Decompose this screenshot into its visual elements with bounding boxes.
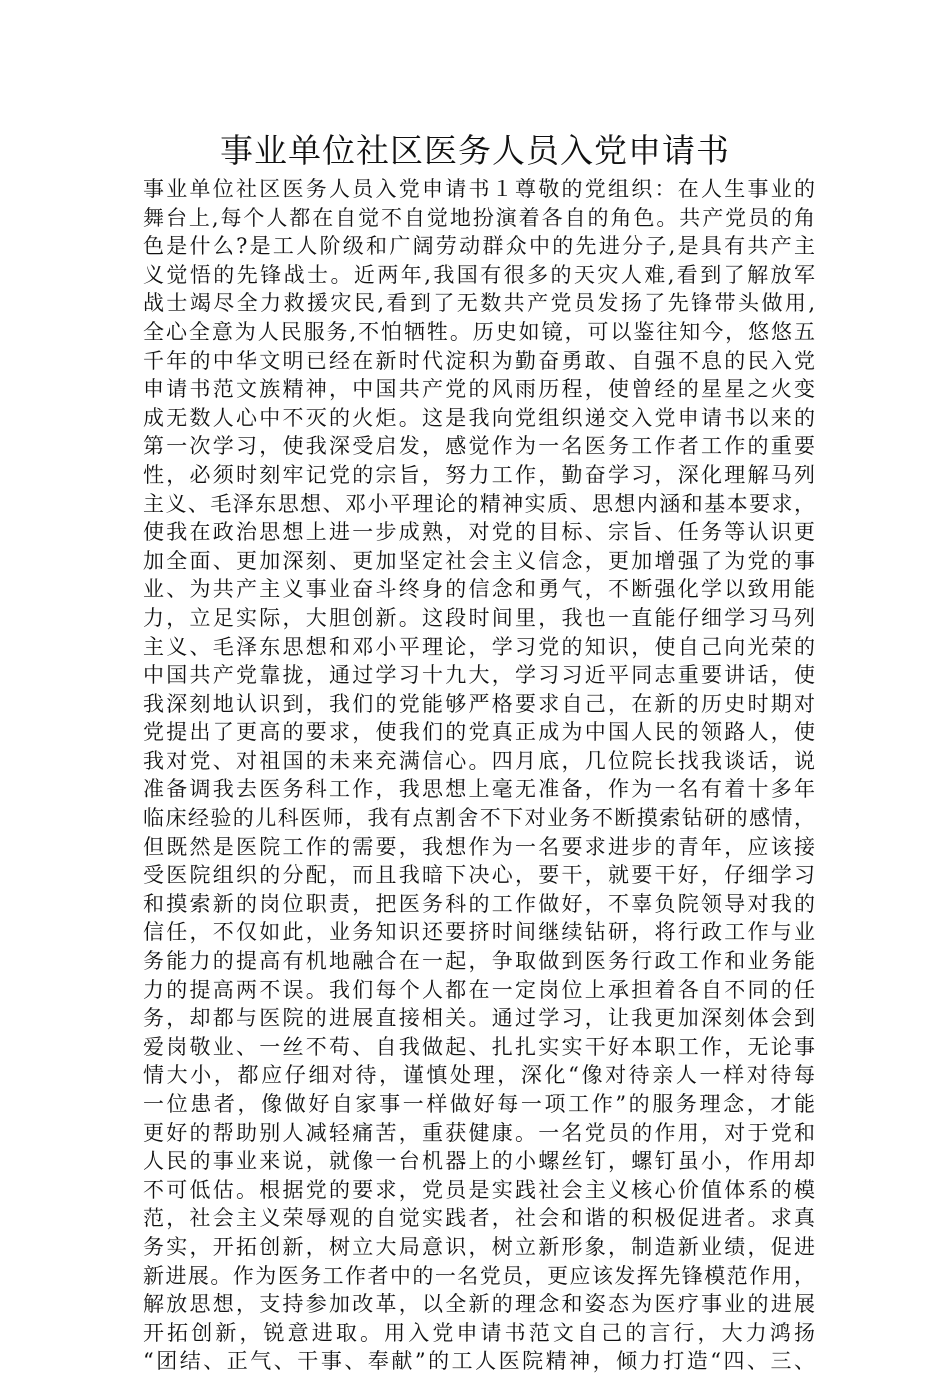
body-text-line: 义觉悟的先锋战士。近两年,我国有很多的天灾人难,看到了解放军 [143, 262, 815, 287]
body-text-line: 但既然是医院工作的需要，我想作为一名要求进步的青年，应该接 [143, 834, 815, 859]
body-text-line: 千年的中华文明已经在新时代淀积为勤奋勇敢、自强不息的民入党 [143, 348, 815, 373]
body-text-line: 主义、毛泽东思想和邓小平理论，学习党的知识，使自己向光荣的 [143, 634, 815, 659]
body-text-line: 加全面、更加深刻、更加坚定社会主义信念，更加增强了为党的事 [143, 548, 815, 573]
body-text-line: 人民的事业来说，就像一台机器上的小螺丝钉，螺钉虽小，作用却 [143, 1149, 815, 1174]
body-text-line: 性，必须时刻牢记党的宗旨，努力工作，勤奋学习，深化理解马列 [143, 462, 815, 487]
body-text-line: 舞台上,每个人都在自觉不自觉地扮演着各自的角色。共产党员的角 [143, 205, 815, 230]
body-text-line: 党提出了更高的要求，使我们的党真正成为中国人民的领路人，使 [143, 720, 815, 745]
body-text-line: 务能力的提高有机地融合在一起，争取做到医务行政工作和业务能 [143, 949, 815, 974]
body-text-line: 我深刻地认识到，我们的党能够严格要求自己，在新的历史时期对 [143, 691, 815, 716]
body-text-line: 色是什么?是工人阶级和广阔劳动群众中的先进分子,是具有共产主 [143, 234, 815, 259]
body-text-line: 务，却都与医院的进展直接相关。通过学习，让我更加深刻体会到 [143, 1006, 815, 1031]
body-text-line: 一位患者，像做好自家事一样做好每一项工作”的服务理念，才能 [143, 1092, 815, 1116]
body-text-line: 爱岗敬业、一丝不苟、自我做起、扎扎实实干好本职工作，无论事 [143, 1034, 815, 1059]
body-text-line: 全心全意为人民服务,不怕牺牲。历史如镜，可以鉴往知今，悠悠五 [143, 319, 815, 344]
body-text-line: 成无数人心中不灭的火炬。这是我向党组织递交入党申请书以来的 [143, 405, 815, 430]
body-text-line: 更好的帮助别人减轻痛苦，重获健康。一名党员的作用，对于党和 [143, 1120, 815, 1145]
body-text-line: 新进展。作为医务工作者中的一名党员，更应该发挥先锋模范作用， [143, 1263, 815, 1288]
body-text-line: 使我在政治思想上进一步成熟，对党的目标、宗旨、任务等认识更 [143, 520, 815, 545]
body-text-line: 业、为共产主义事业奋斗终身的信念和勇气，不断强化学以致用能 [143, 577, 815, 602]
body-text-line: 力，立足实际，大胆创新。这段时间里，我也一直能仔细学习马列 [143, 605, 815, 630]
body-text-line: 申请书范文族精神，中国共产党的风雨历程，使曾经的星星之火变 [143, 377, 815, 402]
document-title: 事业单位社区医务人员入党申请书 [220, 131, 730, 170]
body-text-line: 我对党、对祖国的未来充满信心。四月底，几位院长找我谈话，说 [143, 748, 815, 773]
body-text-line: 和摸索新的岗位职责，把医务科的工作做好，不辜负院领导对我的 [143, 891, 815, 916]
body-text-line: “团结、正气、干事、奉献”的工人医院精神，倾力打造“四、三、 [143, 1349, 815, 1374]
body-text-line: 事业单位社区医务人员入党申请书１尊敬的党组织：在人生事业的 [143, 177, 815, 201]
body-text-line: 解放思想，支持参加改革，以全新的理念和姿态为医疗事业的进展 [143, 1292, 815, 1317]
body-text-line: 主义、毛泽东思想、邓小平理论的精神实质、思想内涵和基本要求， [143, 491, 815, 516]
body-text-line: 开拓创新，锐意进取。用入党申请书范文自己的言行，大力鸿扬 [143, 1320, 815, 1345]
body-text-line: 准备调我去医务科工作，我思想上毫无准备，作为一名有着十多年 [143, 777, 815, 802]
body-text-line: 信任，不仅如此，业务知识还要挤时间继续钻研，将行政工作与业 [143, 920, 815, 945]
body-text-line: 范，社会主义荣辱观的自觉实践者，社会和谐的积极促进者。求真 [143, 1206, 815, 1231]
body-text-line: 力的提高两不误。我们每个人都在一定岗位上承担着各自不同的任 [143, 977, 815, 1002]
body-text-line: 不可低估。根据党的要求，党员是实践社会主义核心价值体系的模 [143, 1177, 815, 1202]
body-text-line: 受医院组织的分配，而且我暗下决心，要干，就要干好，仔细学习 [143, 863, 815, 888]
body-text-line: 情大小，都应仔细对待，谨慎处理，深化“像对待亲人一样对待每 [143, 1063, 815, 1088]
document-body [143, 175, 815, 1376]
body-text-line: 务实，开拓创新，树立大局意识，树立新形象，制造新业绩，促进 [143, 1234, 815, 1259]
body-text-line: 临床经验的儿科医师，我有点割舍不下对业务不断摸索钻研的感情， [143, 806, 815, 831]
body-text-line: 第一次学习，使我深受启发，感觉作为一名医务工作者工作的重要 [143, 434, 815, 459]
body-text-line: 中国共产党靠拢，通过学习十九大，学习习近平同志重要讲话，使 [143, 663, 815, 688]
body-text-line: 战士竭尽全力救援灾民,看到了无数共产党员发扬了先锋带头做用, [143, 291, 815, 316]
